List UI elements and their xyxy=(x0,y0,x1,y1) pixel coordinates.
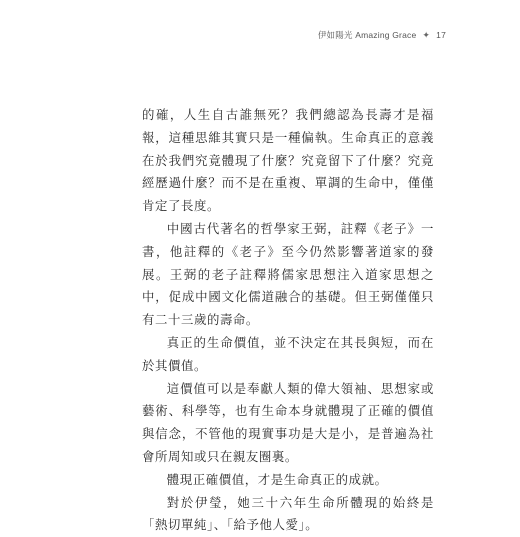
running-header xyxy=(318,29,446,41)
paragraph-5: 體現正確價值，才是生命真正的成就。 xyxy=(166,471,388,487)
paragraph-2: 中國古代著名的哲學家王弼，註釋《老子》一書，他註釋的《老子》至今仍然影響著道家的發展。王弼的老子註釋將儒家思想注入道家思想之中，促成中國文化儒道融合的基礎。但王弼僅僅只有二十三歲的壽命。 xyxy=(142,220,434,328)
page-number: 17 xyxy=(436,30,446,40)
paragraph-1: 的確，人生自古誰無死？我們總認為長壽才是福報，這種思維其實只是一種偏執。生命真正的意義在於我們究竟體現了什麼？究竟留下了什麼？究竟經歷過什麼？而不是在重複、單調的生命中，僅僅肯定了長度。 xyxy=(142,107,434,214)
paragraph-3: 真正的生命價值，並不決定在其長與短，而在於其價值。 xyxy=(142,334,434,373)
paragraph-4: 這價值可以是奉獻人類的偉大領袖、思想家或藝術、科學等，也有生命本身就體現了正確的價值與信念，不管他的現實事功是大是小，是普遍為社會所周知或只在親友圈裏。 xyxy=(142,380,434,464)
book-title: 伊如陽光 Amazing Grace xyxy=(317,30,417,40)
body-text xyxy=(142,104,434,537)
star-ornament-icon: ✦ xyxy=(422,29,431,40)
paragraph-6: 對於伊瑩，她三十六年生命所體現的始終是「熱切單純」、「給予他人愛」。 xyxy=(142,494,434,533)
